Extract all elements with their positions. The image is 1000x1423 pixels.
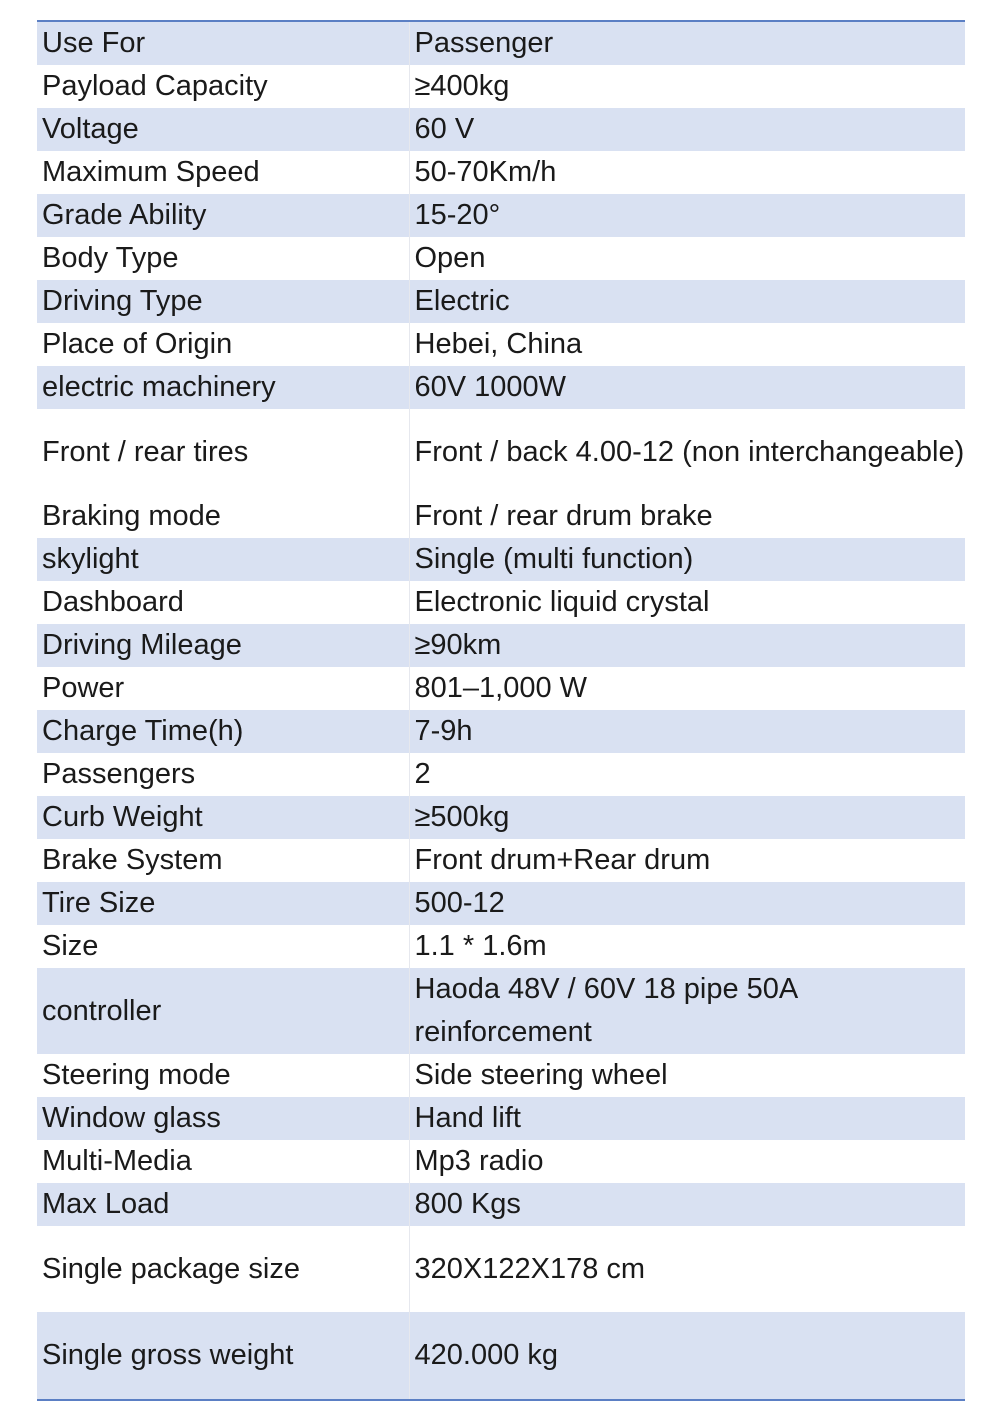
spec-label: Brake System: [37, 839, 409, 882]
table-row: [37, 882, 965, 925]
table-row: [37, 65, 965, 108]
spec-value: Front / rear drum brake: [409, 495, 965, 538]
spec-label: Front / rear tires: [37, 409, 409, 495]
spec-value: Electronic liquid crystal: [409, 581, 965, 624]
spec-label: Max Load: [37, 1183, 409, 1226]
spec-value: 800 Kgs: [409, 1183, 965, 1226]
table-row: [37, 1226, 965, 1312]
table-row: [37, 1054, 965, 1097]
table-row: [37, 1183, 965, 1226]
table-row: [37, 538, 965, 581]
spec-label: controller: [37, 968, 409, 1054]
spec-value: Front / back 4.00-12 (non interchangeable): [409, 409, 965, 495]
table-row: [37, 237, 965, 280]
spec-label: Maximum Speed: [37, 151, 409, 194]
spec-label: Single gross weight: [37, 1312, 409, 1400]
spec-label: Body Type: [37, 237, 409, 280]
table-row: [37, 280, 965, 323]
table-row: [37, 1140, 965, 1183]
spec-label: Payload Capacity: [37, 65, 409, 108]
spec-label: Multi-Media: [37, 1140, 409, 1183]
spec-label: Power: [37, 667, 409, 710]
spec-value: 1.1 * 1.6m: [409, 925, 965, 968]
spec-value: ≥90km: [409, 624, 965, 667]
table-row: [37, 839, 965, 882]
table-row: [37, 108, 965, 151]
spec-value: 60 V: [409, 108, 965, 151]
table-row: [37, 409, 965, 495]
table-row: [37, 366, 965, 409]
spec-label: Single package size: [37, 1226, 409, 1312]
table-row: [37, 323, 965, 366]
spec-label: Charge Time(h): [37, 710, 409, 753]
spec-label: Driving Type: [37, 280, 409, 323]
table-row: [37, 1097, 965, 1140]
table-row: [37, 1312, 965, 1400]
spec-label: Grade Ability: [37, 194, 409, 237]
spec-value: Haoda 48V / 60V 18 pipe 50A reinforcement: [409, 968, 965, 1054]
spec-value: Hand lift: [409, 1097, 965, 1140]
spec-label: Place of Origin: [37, 323, 409, 366]
spec-value: Open: [409, 237, 965, 280]
spec-value: 320X122X178 cm: [409, 1226, 965, 1312]
spec-value: 2: [409, 753, 965, 796]
spec-label: Braking mode: [37, 495, 409, 538]
spec-value: 801–1,000 W: [409, 667, 965, 710]
spec-value: Electric: [409, 280, 965, 323]
table-row: [37, 796, 965, 839]
spec-label: Tire Size: [37, 882, 409, 925]
spec-value: Side steering wheel: [409, 1054, 965, 1097]
spec-label: Window glass: [37, 1097, 409, 1140]
spec-value: Mp3 radio: [409, 1140, 965, 1183]
spec-label: Steering mode: [37, 1054, 409, 1097]
spec-value: Passenger: [409, 21, 965, 65]
spec-value: Single (multi function): [409, 538, 965, 581]
spec-label: Passengers: [37, 753, 409, 796]
spec-label: Voltage: [37, 108, 409, 151]
table-row: [37, 925, 965, 968]
spec-value: ≥400kg: [409, 65, 965, 108]
table-row: [37, 968, 965, 1054]
spec-value: ≥500kg: [409, 796, 965, 839]
table-row: [37, 194, 965, 237]
spec-value: Hebei, China: [409, 323, 965, 366]
table-row: [37, 151, 965, 194]
spec-label: skylight: [37, 538, 409, 581]
spec-label: Dashboard: [37, 581, 409, 624]
table-row: [37, 667, 965, 710]
spec-value: 420.000 kg: [409, 1312, 965, 1400]
table-row: [37, 21, 965, 65]
spec-value: Front drum+Rear drum: [409, 839, 965, 882]
spec-label: Size: [37, 925, 409, 968]
spec-value: 15-20°: [409, 194, 965, 237]
spec-value: 50-70Km/h: [409, 151, 965, 194]
spec-label: Driving Mileage: [37, 624, 409, 667]
table-row: [37, 624, 965, 667]
table-row: [37, 710, 965, 753]
spec-label: Use For: [37, 21, 409, 65]
spec-value: 500-12: [409, 882, 965, 925]
table-row: [37, 753, 965, 796]
table-row: [37, 495, 965, 538]
table-row: [37, 581, 965, 624]
spec-label: electric machinery: [37, 366, 409, 409]
spec-label: Curb Weight: [37, 796, 409, 839]
spec-value: 7-9h: [409, 710, 965, 753]
spec-table: [37, 20, 965, 1401]
spec-value: 60V 1000W: [409, 366, 965, 409]
